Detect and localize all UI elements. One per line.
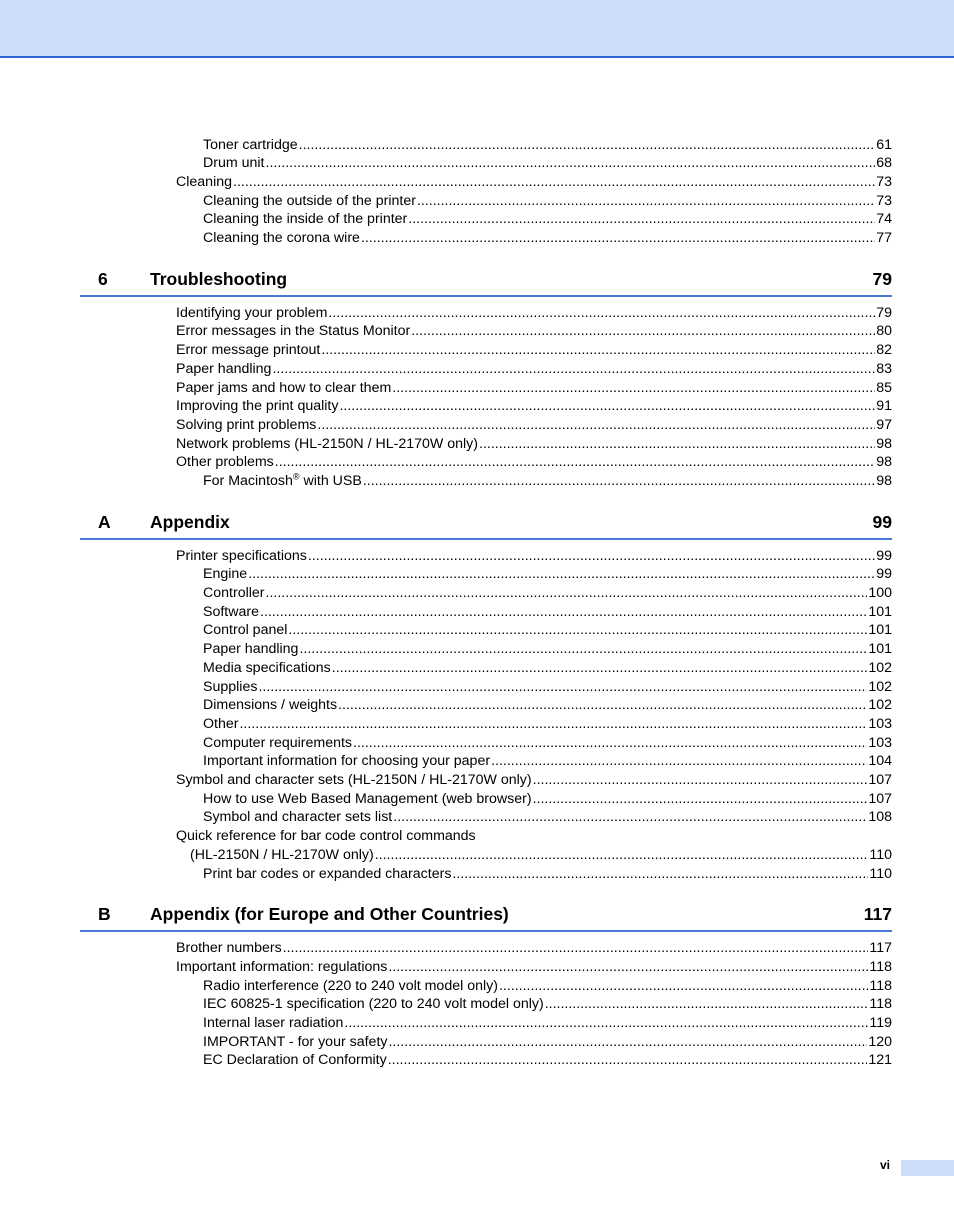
toc-entry-page: 73 [876,174,892,190]
toc-entry-page: 82 [876,342,892,358]
chapter-page: 117 [863,904,892,924]
toc-entry-title: How to use Web Based Management (web browser) [203,791,532,807]
toc-entry-title: Other problems [176,454,274,470]
toc-entry-page: 73 [876,193,892,209]
footer-tab [901,1160,954,1176]
toc-entry[interactable] [203,137,892,154]
toc-entry-page: 83 [876,361,892,377]
toc-entry-title: Paper jams and how to clear them [176,380,392,396]
toc-entry-page: 91 [876,398,892,414]
toc-entry-page: 118 [869,959,892,975]
toc-entry[interactable] [203,622,892,639]
toc-entry[interactable] [176,417,892,434]
toc-entry-title: (HL-2150N / HL-2170W only) [190,847,374,863]
toc-entry[interactable] [176,940,892,957]
toc-entry-page: 119 [869,1015,892,1031]
toc-entry-page: 77 [876,230,892,246]
toc-entry-page: 99 [876,566,892,582]
toc-entry[interactable] [203,735,892,752]
toc-entry-title: Software [203,604,259,620]
toc-entry-page: 103 [868,735,892,751]
toc-entry[interactable] [176,959,892,976]
chapter-number: 6 [98,269,108,289]
toc-entry-title: IMPORTANT - for your safety [203,1034,388,1050]
toc-entry-title: Identifying your problem [176,305,328,321]
toc-entry[interactable] [203,660,892,677]
toc-entry[interactable] [176,174,892,191]
toc-entry-title: Internal laser radiation [203,1015,344,1031]
toc-entry[interactable] [203,473,892,490]
chapter-number: B [98,904,111,924]
toc-entry-page: 104 [868,753,892,769]
toc-entry[interactable] [176,361,892,378]
toc-entry[interactable] [176,772,892,789]
chapter-heading[interactable] [80,512,892,540]
chapter-heading[interactable] [80,904,892,932]
toc-entry-title: Solving print problems [176,417,317,433]
toc-entry-title: Paper handling [176,361,272,377]
chapter-title: Appendix (for Europe and Other Countries) [150,904,509,924]
chapter-heading[interactable] [80,269,892,297]
toc-entry-page: 98 [876,454,892,470]
toc-entry-title: Paper handling [203,641,299,657]
toc-entry-title: Other [203,716,239,732]
toc-entry[interactable] [203,566,892,583]
toc-entry-title: Computer requirements [203,735,353,751]
page-number: vi [880,1158,891,1172]
toc-entry-page: 102 [868,679,892,695]
toc-entry-page: 118 [869,996,892,1012]
toc-entry-title: Symbol and character sets list [203,809,393,825]
toc-entry-title: Radio interference (220 to 240 volt model only) [203,978,498,994]
toc-entry-page: 68 [876,155,892,171]
toc-entry[interactable] [203,716,892,733]
toc-entry-page: 97 [876,417,892,433]
toc-entry-title: Controller [203,585,265,601]
toc-entry-page: 99 [876,548,892,564]
toc-entry-page: 79 [876,305,892,321]
toc-entry-title: Symbol and character sets (HL-2150N / HL-2170W only) [176,772,532,788]
toc-entry[interactable] [203,978,892,995]
toc-entry-title: EC Declaration of Conformity [203,1052,387,1068]
toc-entry[interactable] [203,791,892,808]
toc-entry-page: 98 [876,436,892,452]
toc-entry-title: Network problems (HL-2150N / HL-2170W only) [176,436,478,452]
toc-entry-page: 108 [868,809,892,825]
chapter-title: Appendix [150,512,230,532]
toc-entry-page: 74 [876,211,892,227]
toc-entry-title: Cleaning the corona wire [203,230,360,246]
chapter-title: Troubleshooting [150,269,288,289]
chapter-page: 99 [872,512,892,532]
toc-entry[interactable] [203,585,892,602]
toc-entry[interactable] [176,323,892,340]
toc-entry-page: 102 [868,660,892,676]
toc-entry-page: 121 [868,1052,892,1068]
toc-entry[interactable] [176,305,892,322]
toc-entry-title: Error message printout [176,342,321,358]
toc-entry-page: 118 [869,978,892,994]
toc-entry-title: Cleaning the inside of the printer [203,211,408,227]
toc-entry-title: Error messages in the Status Monitor [176,323,411,339]
toc-entry[interactable] [203,753,892,770]
toc-entry[interactable] [176,454,892,471]
toc-entry-title: Engine [203,566,248,582]
toc-entry-title: For Macintosh® with USB [203,471,362,489]
toc-entry-page: 101 [868,604,892,620]
toc-entry[interactable] [176,380,892,397]
toc-entry[interactable] [203,641,892,658]
toc-entry-title: Cleaning the outside of the printer [203,193,416,209]
chapter-page: 79 [872,269,892,289]
toc-entry-title: Brother numbers [176,940,282,956]
chapter-number: A [98,512,111,532]
toc-entry-title: Cleaning [176,174,233,190]
toc-entry-page: 85 [876,380,892,396]
toc-entry[interactable] [203,230,892,247]
toc-entry[interactable] [203,211,892,228]
toc-entry[interactable] [203,155,892,172]
toc-entry-title: Drum unit [203,155,265,171]
toc-entry[interactable] [176,548,892,565]
toc-entry-title: Control panel [203,622,288,638]
header-band [0,0,954,58]
toc-entry[interactable] [203,866,892,883]
toc-entry-page: 107 [868,772,892,788]
toc-entry[interactable] [203,1015,892,1032]
toc-entry-page: 102 [868,697,892,713]
toc-entry-page: 100 [868,585,892,601]
toc-entry[interactable] [190,847,892,864]
toc-entry[interactable] [176,398,892,415]
toc-entry-title: Media specifications [203,660,331,676]
toc-entry-page: 120 [868,1034,892,1050]
toc-entry-title: Print bar codes or expanded characters [203,866,452,882]
toc-entry[interactable] [203,996,892,1013]
toc-entry[interactable] [203,1034,892,1051]
toc-entry-page: 103 [868,716,892,732]
toc-entry-page: 80 [876,323,892,339]
toc-entry[interactable] [203,809,892,826]
toc-entry-title: Important information for choosing your paper [203,753,491,769]
toc-entry[interactable] [203,1052,892,1069]
toc-entry[interactable] [176,342,892,359]
registered-mark: ® [292,471,300,482]
toc-entry-title: IEC 60825-1 specification (220 to 240 volt model only) [203,996,544,1012]
toc-entry[interactable] [203,604,892,621]
toc-entry-page: 101 [868,622,892,638]
toc-entry[interactable] [203,193,892,210]
toc-entry-title: Supplies [203,679,258,695]
toc-entry[interactable] [203,697,892,714]
toc-entry-page: 110 [869,866,892,882]
toc-entry-page: 101 [868,641,892,657]
toc-entry-title: Improving the print quality [176,398,339,414]
toc-entry-title: Toner cartridge [203,137,298,153]
toc-entry-page: 107 [868,791,892,807]
toc-entry-page: 61 [876,137,892,153]
toc-entry-title: Important information: regulations [176,959,388,975]
toc-entry-page: 110 [869,847,892,863]
toc-entry[interactable] [203,679,892,696]
toc-entry[interactable] [176,436,892,453]
toc-entry-title[interactable]: Quick reference for bar code control commands [176,828,476,844]
toc-entry-page: 98 [876,473,892,489]
toc-entry-title: Dimensions / weights [203,697,338,713]
toc-entry-page: 117 [869,940,892,956]
toc-entry-title: Printer specifications [176,548,307,564]
